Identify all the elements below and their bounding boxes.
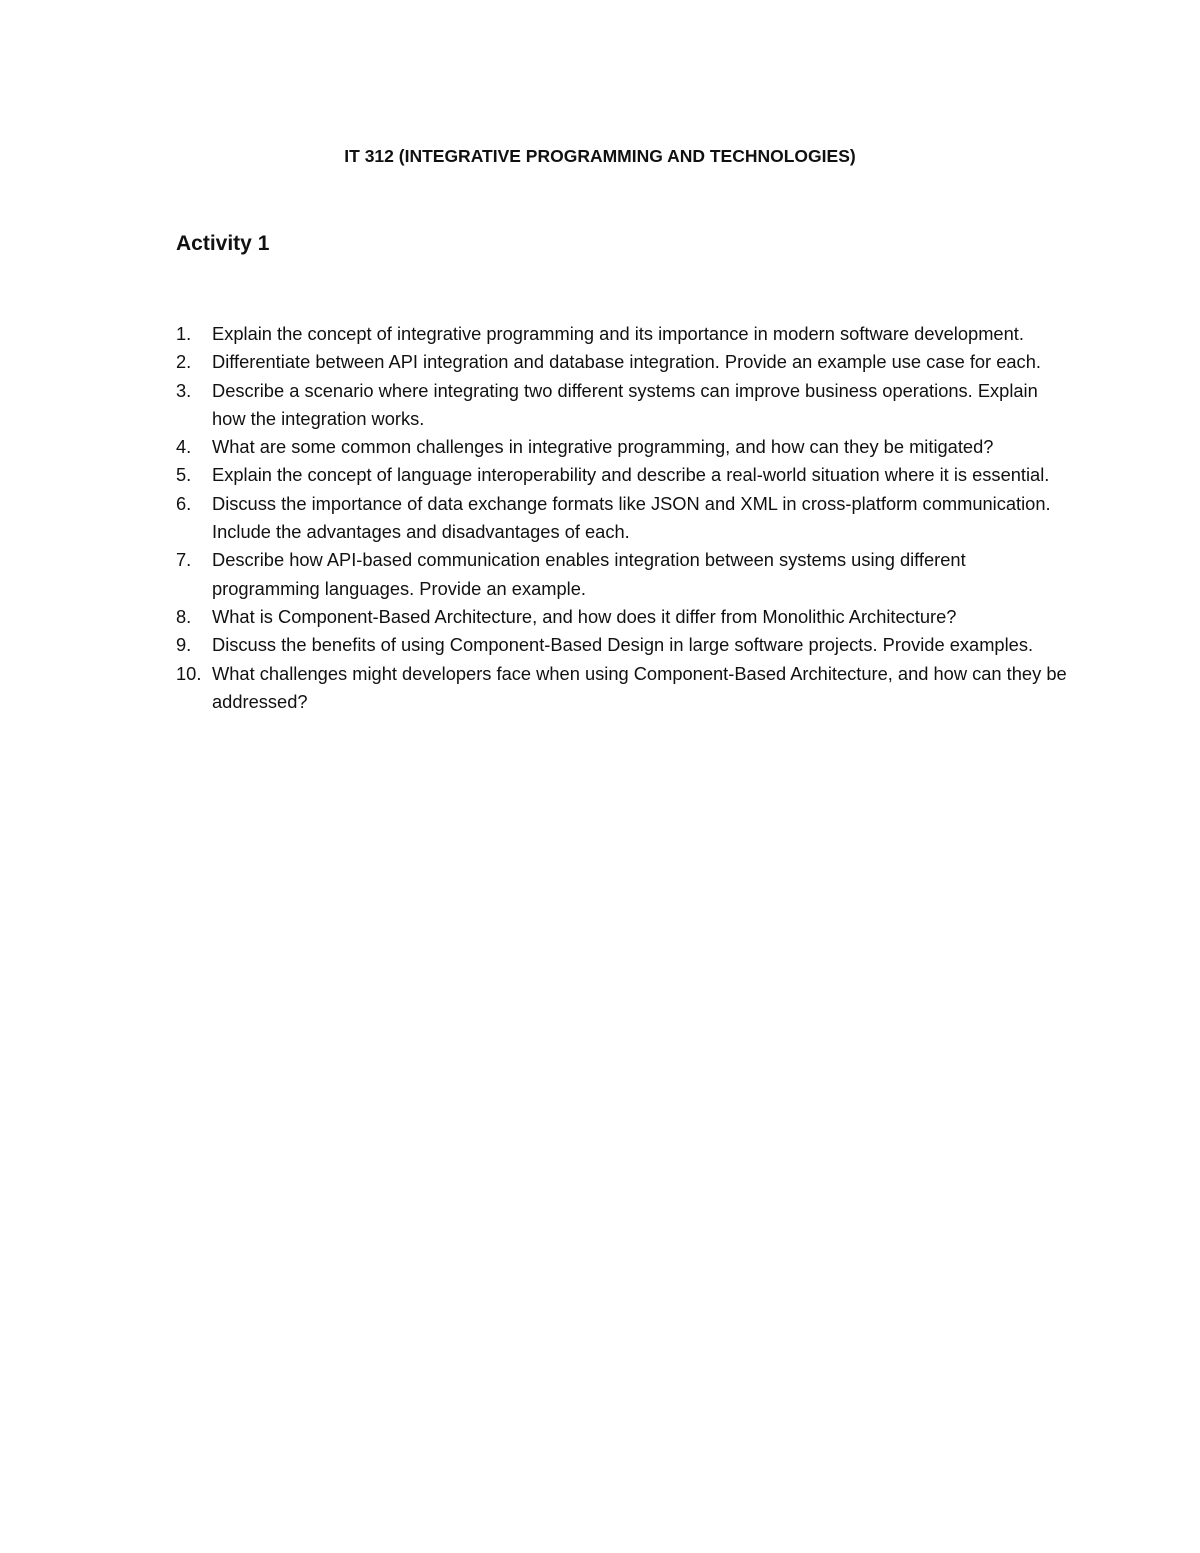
question-item: [176, 631, 1076, 659]
question-number: 2.: [176, 351, 192, 373]
question-text: Explain the concept of language interoperability and describe a real-world situation where it is essential.: [212, 464, 1050, 486]
question-text: Describe how API-based communication enables integration between systems using different programming languages. Provide an example.: [212, 549, 966, 599]
question-text: Discuss the importance of data exchange formats like JSON and XML in cross-platform communication. Include the advantages and disadvantages of each.: [212, 492, 1051, 543]
question-text: What is Component-Based Architecture, and how does it differ from Monolithic Architecture?: [212, 605, 957, 627]
question-number: 8.: [176, 605, 192, 627]
question-number: 5.: [176, 464, 192, 486]
question-text: Describe a scenario where integrating two different systems can improve business operations. Explain how the integration works.: [212, 379, 1038, 429]
question-item: [176, 546, 1076, 603]
question-item: [176, 348, 1076, 376]
question-number: 3.: [176, 379, 192, 401]
question-text: Discuss the benefits of using Component-Based Design in large software projects. Provide examples.: [212, 634, 1034, 656]
question-number: 9.: [176, 634, 192, 656]
question-list: [176, 320, 1076, 716]
question-text: What challenges might developers face when using Component-Based Architecture, and how can they be addressed?: [212, 662, 1067, 712]
question-number: 1.: [176, 323, 192, 344]
question-item: [176, 603, 1076, 631]
question-item: [176, 490, 1076, 547]
question-number: 4.: [176, 436, 192, 458]
question-item: [176, 660, 1076, 717]
question-text: Explain the concept of integrative programming and its importance in modern software development.: [212, 323, 1024, 344]
question-number: 10.: [176, 662, 202, 684]
question-item: [176, 433, 1076, 461]
question-item: [176, 377, 1076, 434]
question-item: [176, 461, 1076, 489]
question-text: What are some common challenges in integrative programming, and how can they be mitigated?: [212, 436, 994, 458]
question-item: [176, 320, 1076, 348]
activity-heading: Activity 1: [176, 232, 270, 255]
question-text: Differentiate between API integration and database integration. Provide an example use case for each.: [212, 351, 1041, 373]
question-number: 7.: [176, 549, 192, 571]
document-title: IT 312 (INTEGRATIVE PROGRAMMING AND TECHNOLOGIES): [344, 146, 856, 166]
question-number: 6.: [176, 492, 192, 514]
